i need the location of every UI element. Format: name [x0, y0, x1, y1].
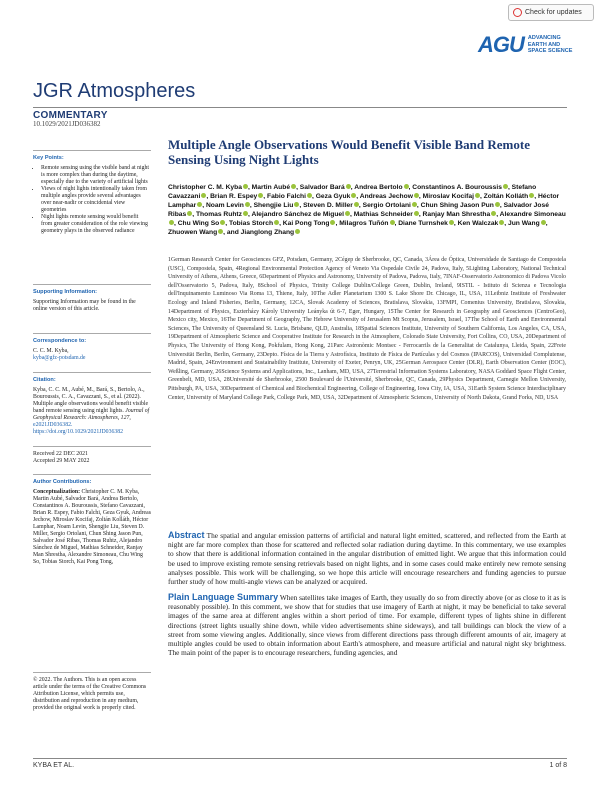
author-name[interactable]: Chu Wing So [177, 220, 220, 227]
author-contributions: Author Contributions: Conceptualization: Christopher C. M. Kyba, Martin Aubé, Salvador Bará, Andrea Bertolo, Constantinos A. Bouroussis, Stefano Cavazzani, Brian R. Espey, Fabio Falchi, Geza Gyuk, Andreas Jechow, Miroslav Kocifaj, Zoltán Kolláth, Héctor Lamphar, Noam Levin, Shengjie Liu, Steven D. Miller, Sergio Ortolani, Chun Shing Jason Pun, Salvador José Ribas, Thomas Ruhtz, Alejandro Sánchez de Miguel, Mathias Schneider, Ranjay Man Shrestha, Alexandre Simoneau, Chu Wing So, Tobias Storch, Kai Pong Tong, [33, 474, 151, 566]
orcid-icon[interactable] [291, 184, 296, 189]
orcid-icon[interactable] [187, 211, 192, 216]
author-name[interactable]: Mathias Schneider [353, 211, 413, 218]
author-name[interactable]: Fabio Falchi [266, 193, 306, 200]
author-name[interactable]: Diane Turnshek [398, 220, 448, 227]
author-name[interactable]: Andreas Jechow [359, 193, 413, 200]
author-name[interactable]: Constantinos A. Bouroussis [412, 184, 502, 191]
author-name[interactable]: Geza Gyuk [315, 193, 351, 200]
orcid-icon[interactable] [404, 184, 409, 189]
author-name[interactable]: Christopher C. M. Kyba [168, 184, 242, 191]
author-name[interactable]: Noam Levin [205, 202, 244, 209]
author-name[interactable]: Chun Shing Jason Pun [420, 202, 494, 209]
orcid-icon[interactable] [449, 220, 454, 225]
footer-authors: KYBA ET AL. [33, 762, 75, 769]
author-name[interactable]: Milagros Tuñón [339, 220, 389, 227]
author-name[interactable]: Stefano Cavazzani [168, 184, 537, 200]
author-name[interactable]: Héctor Lamphar [168, 193, 560, 209]
author-name[interactable]: Kai Pong Tong [282, 220, 330, 227]
author-name[interactable]: Zoltán Kolláth [483, 193, 529, 200]
journal-title: JGR Atmospheres [33, 80, 196, 102]
author-name[interactable]: Alexandre Simoneau [499, 211, 566, 218]
orcid-icon[interactable] [354, 202, 359, 207]
affiliations: 1German Research Center for Geosciences GFZ, Potsdam, Germany, 2Cégep de Sherbrooke, QC, Canada, 3Área de Óptica, Universidade de Santiago de Compostela (USC), Compostela, Spain, 4Regional Environmental Protection Agency of Veneto Via Ospedale Civile 24, Padova, Italy, 5Lighting Laboratory, National Technical University of Athens, Athens, Greece, 6Department of Physics and Astronomy, University of Padova, Padova, Italy, 7INAF-Osservatorio Astronomico di Padova Vicolo dell'Osservatorio 5, Padova, Italy, 8School of Physics, Trinity College Dublin/College Green, Dublin, Ireland, 9ISTIL - Istituto di Scienza e Tecnologia dell'Inquinamento Luminoso Via Roma 13, Thiene, Italy, 10The Adler Planetarium 1300 S. Lake Shore Dr. Chicago, IL, USA, 11Leibniz Institute of Freshwater Ecology and Inland Fisheries, Berlin, Germany, 12CA, Slovak Academy of Sciences, Bratislava, Slovakia, 13FMPI, Comenius University, Bratislava, Slovakia, 14Department of Physics, Eszterházy Károly University Leányka út 6-7, Eger, Hungary, 15The Center for Research in Geography and Geosciences (CentroGeo), Mexico city, Mexico, 16The Department of Geography, The Hebrew University of Jerusalem Mt Scopus, Jerusalem, Israel, 17The School of Earth and Environmental Sciences, The University of Queensland St. Lucia, Brisbane, QLD, Australia, 18Spatial Sciences Institute, University of Southern California, Los Angeles, CA, USA, 19Department of Atmospheric Science and Cooperative Institute for Research in the Atmosphere, Colorado State University, Fort Collins, CO, USA, 20Department of Physics, The University of Hong Kong, Pokfulam, Hong Kong, 21Parc Astronòmic Montsec - Ferrocarrils de la Generalitat de Catalunya, Lleida, Spain, 22Freie Universität Berlin, Berlin, Germany, 23Depto. Física de la Tierra y Astrofísica, Instituto de Física de Partículas y del Cosmos (IPARCOS), Universidad Complutense, Madrid, Spain, 24Environment and Sustainability Institute, University of Exeter, Penryn, UK, 25German Aerospace Center (DLR), Earth Observation Center (EOC), Weßling, Germany, 26Science Systems and Applications, Inc., Lanham, MD, USA, 27Terrestrial Information Systems Laboratory, NASA Goddard Space Flight Center, Greenbelt, MD, USA, 28Université de Sherbrooke, 2500 Boulevard de l'Université, Sherbrooke, QC, Canada, 29Physics Department, Carnegie Mellon University, Pittsburgh, PA, USA, 30Department of Chemical and Biochemical Engineering, College of Engineering, Iowa City, IA, USA, 31Earth System Science Interdisciplinary Center, University of Maryland College Park, College Park, MD, USA, 32Department of Atmospheric Sciences, University of North Dakota, Grand Forks, ND, USA [168, 257, 566, 401]
email-link[interactable]: kyba@gfz-potsdam.de [33, 355, 86, 361]
dates: Received 22 DEC 2021 Accepted 29 MAY 2022 [33, 446, 151, 465]
header-divider [33, 107, 567, 108]
orcid-icon[interactable] [245, 202, 250, 207]
author-name[interactable]: Ranjay Man Shrestha [422, 211, 491, 218]
author-list: Christopher C. M. Kyba , Martin Aubé , Salvador Bará , Andrea Bertolo , Constantinos A. Bouroussis , Stefano Cavazzani , Brian R. Espey , Fabio Falchi , Geza Gyuk , Andreas Jechow , Miroslav Kocifaj , Zoltán Kolláth , Héctor Lamphar , Noam Levin , Shengjie Liu , Steven D. Miller , Sergio Ortolani , Chun Shing Jason Pun , Salvador José Ribas , Thomas Ruhtz , Alejandro Sánchez de Miguel , Mathias Schneider , Ranjay Man Shrestha , Alexandre Simoneau, Chu Wing So , Tobias Storch , Kai Pong Tong , Milagros Tuñón , Diane Turnshek , Ken Walczak , Jun Wang , Zhuowen Wang , and Jianglong Zhang [168, 184, 566, 236]
orcid-icon[interactable] [495, 202, 500, 207]
author-name[interactable]: Miroslav Kocifaj [422, 193, 474, 200]
abstract: Abstract The spatial and angular emission patterns of artificial and natural light emitted, scattered, and reflected from the Earth at night are far more complex than those for scattered and reflected solar radiation during daytime. In this commentary, we use examples to show that there is additional information contained in the angular distribution of emitted light. We argue that this information could be used to improve existing remote sensing retrievals based on night lights, and in some cases could make entirely new remote sensing analyses possible. This work will be challenging, so we hope this article will encourage researchers and funding agencies to pursue further study of how multi-angle views can be analyzed or acquired. [168, 530, 566, 587]
author-name[interactable]: Martin Aubé [251, 184, 291, 191]
footer-divider [33, 758, 567, 759]
key-point: • Night lights remote sensing would benefit from greater consideration of the role viewing geometry plays in the observed radiance [41, 214, 151, 235]
orcid-icon[interactable] [218, 229, 223, 234]
orcid-icon[interactable] [414, 211, 419, 216]
orcid-icon[interactable] [414, 193, 419, 198]
page-number: 1 of 8 [549, 762, 567, 769]
orcid-icon[interactable] [258, 193, 263, 198]
orcid-icon[interactable] [475, 193, 480, 198]
orcid-icon[interactable] [307, 193, 312, 198]
author-name[interactable]: Shengjie Liu [253, 202, 294, 209]
orcid-icon[interactable] [412, 202, 417, 207]
orcid-icon[interactable] [503, 184, 508, 189]
orcid-icon[interactable] [390, 220, 395, 225]
orcid-icon[interactable] [345, 211, 350, 216]
key-point: • Views of night lights intentionally taken from multiple angles provide several advantages over near-nadir or coincidental view geometries [41, 186, 151, 214]
orcid-icon[interactable] [201, 193, 206, 198]
orcid-icon[interactable] [330, 220, 335, 225]
orcid-icon[interactable] [243, 211, 248, 216]
article-header [168, 137, 568, 167]
author-name[interactable]: Alejandro Sánchez de Miguel [251, 211, 345, 218]
orcid-icon[interactable] [220, 220, 225, 225]
key-points: Key Points: • Remote sensing using the visible band at night is more complex than during the daytime, especially due to the variety of artificial lights • Views of night lights intentionally taken from multiple angles provide several advantages over near-nadir or coincidental view geometries • Night lights remote sensing would benefit from greater consideration of the role viewing geometry plays in the observed radiance [33, 150, 151, 235]
orcid-icon[interactable] [197, 202, 202, 207]
author-name[interactable]: Salvador José Ribas [168, 202, 549, 218]
orcid-icon[interactable] [346, 184, 351, 189]
orcid-icon[interactable] [491, 211, 496, 216]
key-point: • Remote sensing using the visible band at night is more complex than during the daytime, especially due to the variety of artificial lights [41, 165, 151, 186]
article-title: Multiple Angle Observations Would Benefit Visible Band Remote Sensing Using Night Lights [168, 137, 530, 167]
correspondence: Correspondence to: C. C. M. Kyba, kyba@gfz-potsdam.de [33, 333, 151, 362]
citation: Citation: Kyba, C. C. M., Aubé, M., Bará, S., Bertolo, A., Bouroussis, C. A., Cavazzani, S., et al. (2022). Multiple angle observations would benefit visible band remote sensing using night lights. Journal of Geophysical Research: Atmospheres, 127, e2021JD036382. https://doi.org/10.1029/2021JD036382 [33, 372, 151, 436]
orcid-icon[interactable] [243, 184, 248, 189]
author-name[interactable]: Sergio Ortolani [362, 202, 411, 209]
supporting-info: Supporting Information: Supporting Information may be found in the online version of this article. [33, 284, 151, 313]
doi-label: 10.1029/2021JD036382 [33, 120, 101, 128]
publisher-logo[interactable]: AGU ADVANCING EARTH AND SPACE SCIENCE [478, 32, 573, 57]
author-name[interactable]: Brian R. Espey [210, 193, 258, 200]
author-name[interactable]: Thomas Ruhtz [195, 211, 243, 218]
license: © 2022. The Authors. This is an open access article under the terms of the Creative Commons Attribution License, which permits use, distribution and reproduction in any medium, provided the original work is properly cited. [33, 672, 151, 712]
orcid-icon[interactable] [529, 193, 534, 198]
author-name[interactable]: Steven D. Miller [303, 202, 353, 209]
orcid-icon[interactable] [351, 193, 356, 198]
author-name[interactable]: Tobias Storch [228, 220, 274, 227]
orcid-icon[interactable] [499, 220, 504, 225]
author-name[interactable]: Jun Wang [507, 220, 540, 227]
orcid-icon[interactable] [541, 220, 546, 225]
orcid-icon[interactable] [295, 229, 300, 234]
update-icon [513, 8, 522, 17]
orcid-icon[interactable] [294, 202, 299, 207]
orcid-icon[interactable] [274, 220, 279, 225]
orcid-icon[interactable] [169, 220, 174, 225]
author-name[interactable]: Zhuowen Wang [168, 229, 218, 236]
doi-link[interactable]: e2021JD036382. https://doi.org/10.1029/2021JD036382 [33, 422, 124, 435]
author-name[interactable]: Jianglong Zhang [240, 229, 295, 236]
article-type: COMMENTARY [33, 110, 108, 121]
sidebar [33, 110, 151, 711]
author-name[interactable]: Andrea Bertolo [354, 184, 403, 191]
plain-language-summary: Plain Language Summary When satellites take images of Earth, they usually do so from directly above (or as close to it as is reasonably possible). In this comment, we show that for studies that use imagery of Earth at night, it may be beneficial to take several images of the same area at different angles within a short period of time. For example, different types of lights shine in different directions (street lights usually shine down, while video advertisements shine sideways), and tall buildings can block the view of a street from some viewing angles. Additionally, since views from different directions pass through different amounts of air, imagery at multiple angles could be used to obtain information about Earth's atmosphere, and measure artificial and natural night sky brightness. The main point of the paper is to encourage researchers, funding agencies, and [168, 592, 566, 658]
author-name[interactable]: Salvador Bará [299, 184, 345, 191]
check-updates-button[interactable]: Check for updates [508, 4, 594, 21]
author-name[interactable]: Ken Walczak [457, 220, 499, 227]
